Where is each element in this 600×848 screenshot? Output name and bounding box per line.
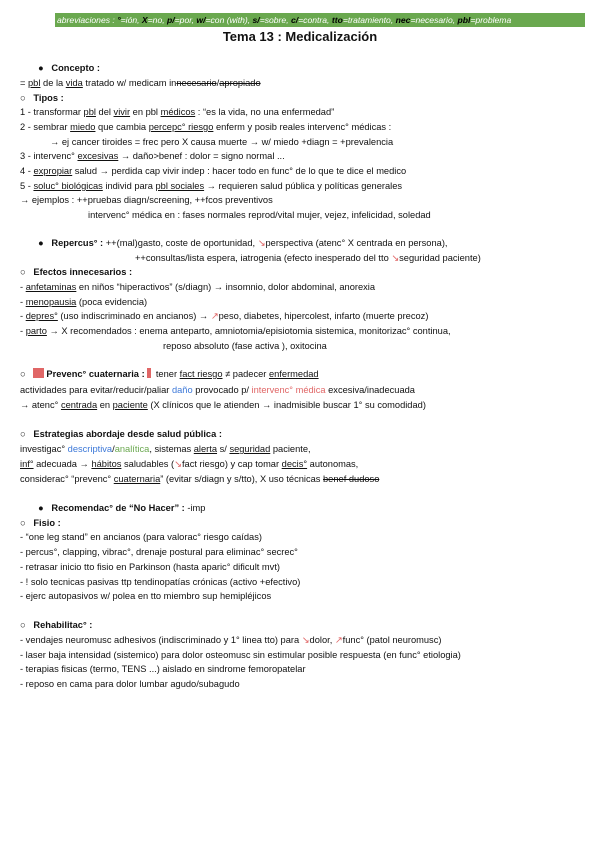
prevenc-line-2 [20,384,415,396]
heading-text: Concepto : [51,63,100,73]
text: decis° [281,459,308,469]
heading-text: Efectos innecesarios : [33,267,133,277]
text: perspectiva (atenc° X centrada en persona), [265,238,448,248]
legend-value: =tratamiento, [342,15,396,25]
legend-text: abreviaciones : [57,15,118,25]
text: tratado w/ medicam in [82,78,177,88]
text: - [20,311,26,321]
text: descriptiva [67,444,113,454]
arrow-down-icon: ↘ [391,253,400,263]
legend-key: w/ [196,15,206,25]
bullet-filled-icon: ● [38,503,44,513]
estrategias-line-3 [20,473,379,485]
legend-value: =contra, [298,15,332,25]
text: soluc° biológicas [33,181,103,191]
text: adecuada → [33,459,92,469]
text: de la [40,78,66,88]
abbreviation-legend [55,13,585,27]
text: actividades para evitar/reducir/paliar [20,385,172,395]
text: - [20,297,26,307]
text: intervenc° médica [251,385,326,395]
text: enfermedad [268,369,319,379]
text: necesario [176,78,217,88]
estrategias-line-1 [20,443,311,455]
text: paciente [112,400,148,410]
bullet-filled-icon: ● [38,238,44,248]
text: en [97,400,113,410]
bullet-hollow-icon: ○ [20,620,26,630]
rehab-heading [20,619,92,631]
text: provocado p/ [192,385,252,395]
legend-value: =no, [147,15,167,25]
text: paciente, [270,444,311,454]
concepto-line-1 [20,77,261,89]
text: excesivas [77,151,119,161]
heading-text: Prevenc° cuaternaria : [46,369,145,379]
text: → daño>benef : dolor = signo normal ... [118,151,285,161]
fisio-line-3: - retrasar inicio tto fisio en Parkinson (hasta aparic° dificult mvt) [20,562,280,572]
text: / [112,444,115,454]
legend-key: tto [331,15,343,25]
text: (uso indiscriminado en ancianos) → [57,311,211,321]
rehab-line-2: - laser baja intensidad (sistemico) para dolor osteomusc sin estimular posible respuesta (en func° etiologia) [20,650,461,660]
text: fact riesgo [179,369,223,379]
fisio-line-5: - ejerc autopasivos w/ polea en tto miembro sup hemipléjicos [20,591,272,601]
text: seguridad paciente) [399,253,481,263]
text: investigac° [20,444,68,454]
recomend-heading [38,502,205,514]
tipos-line-5 [20,165,406,177]
text: analítica [114,444,150,454]
tipos-heading [20,92,64,104]
legend-value: =sobre, [259,15,291,25]
heading-text: Estrategias abordaje desde salud pública : [33,429,222,439]
bullet-filled-icon: ● [38,63,44,73]
legend-key: nec [395,15,411,25]
text: en pbl [130,107,161,117]
tipos-line-8: intervenc° médica en : fases normales reprod/vital mujer, vejez, infelicidad, soledad [88,210,431,220]
text: anfetaminas [25,282,77,292]
text: hábitos [91,459,122,469]
rehab-line-1 [20,634,441,646]
text: daño [171,385,193,395]
tipos-line-7: → ejemplos : ++pruebas diagn/screening, ++fcos preventivos [20,195,273,205]
text: - [20,282,26,292]
text: individ para [102,181,156,191]
text: benef dudoso [323,474,380,484]
arrow-up-icon: ↗ [334,635,343,645]
tipos-line-4 [20,150,285,162]
heading-text: Rehabilitac° : [33,620,93,630]
bullet-hollow-icon: ○ [20,369,26,379]
concepto-heading [38,62,100,74]
text: 5 - [20,181,34,191]
text: cuaternaria [113,474,161,484]
heading-text: Tipos : [33,93,64,103]
estrategias-heading [20,428,222,440]
text: , sistemas [149,444,194,454]
text: médicos [160,107,196,117]
heading-text: Repercus° : [51,238,104,248]
text: tener [153,369,180,379]
text: apropiado [219,78,261,88]
efectos-line-2 [20,296,147,308]
text: pbl [83,107,96,117]
text: seguridad [229,444,271,454]
prevenc-line-1 [20,368,319,380]
table-icon [33,368,44,378]
text: excesiva/inadecuada [325,385,415,395]
bullet-hollow-icon: ○ [20,518,26,528]
text: ≠ padecer [222,369,269,379]
legend-key: ° [117,15,121,25]
bullet-hollow-icon: ○ [20,267,26,277]
legend-value: =por, [174,15,197,25]
text: considerac° “prevenc° [20,474,114,484]
tipos-line-3: → ej cancer tiroides = frec pero X causa muerte → w/ miedo +diagn = +prevalencia [50,137,394,147]
heading-text: Fisio : [33,518,61,528]
text: → X recomendados : enema anteparto, amniotomia/episiotomia sistemica, monitorizac° continua, [46,326,451,336]
text: vida [65,78,83,88]
text: (poca evidencia) [76,297,148,307]
fisio-line-4: - ! solo tecnicas pasivas ttp tendinopatías crónicas (activo +efectivo) [20,577,301,587]
text: func° (patol neuromusc) [342,635,442,645]
text: miedo [70,122,96,132]
text: parto [25,326,47,336]
text: autonomas, [307,459,359,469]
efectos-heading [20,266,132,278]
text: : “es la vida, no una enfermedad” [195,107,335,117]
text: - vendajes neuromusc adhesivos (indiscriminado y 1° linea tto) para [20,635,302,645]
text: → requieren salud pública y políticas generales [204,181,403,191]
text: saludables ( [121,459,175,469]
legend-value: =con (with), [205,15,253,25]
text: dolor, [309,635,335,645]
bullet-hollow-icon: ○ [20,429,26,439]
text: en niños “hiperactivos” (s/diagn) → insomnio, dolor abdominal, anorexia [76,282,376,292]
legend-key: p/ [167,15,175,25]
rehab-line-3: - terapias fisicas (termo, TENS ...) aislado en sindrome femoropatelar [20,664,306,674]
text: del [95,107,114,117]
arrow-up-icon: ↗ [210,311,219,321]
text: 4 - [20,166,34,176]
text: ” (evitar s/diagn y s/tto), X uso técnicas [160,474,324,484]
text: centrada [60,400,98,410]
prevenc-line-3 [20,399,426,411]
text: (X clínicos que le atienden → inadmisible buscar 1° su comodidad) [147,400,426,410]
text: inf° [20,459,34,469]
text: ++consultas/lista espera, iatrogenia (efecto inesperado del tto [135,253,392,263]
text: que cambia [95,122,149,132]
arrow-down-icon: ↘ [301,635,310,645]
text: peso, diabetes, hipercolest, infarto (muerte precoz) [218,311,429,321]
heading-text: Recomendac° de “No Hacer” : [51,503,185,513]
text: percepc° riesgo [148,122,214,132]
legend-key: s/ [252,15,260,25]
text: ++(mal)gasto, coste de oportunidad, [103,238,258,248]
tipos-line-2 [20,121,391,133]
tipos-line-1 [20,106,334,118]
bullet-hollow-icon: ○ [20,93,26,103]
legend-key: X [141,15,148,25]
text: 2 - sembrar [20,122,71,132]
text: / [216,78,220,88]
efectos-line-5: reposo absoluto (fase activa ), oxitocina [163,341,327,351]
fisio-heading [20,517,61,529]
legend-value: =ión, [120,15,142,25]
text: 1 - transformar [20,107,84,117]
text: fact riesgo) y cap tomar [181,459,282,469]
text: 3 - intervenc° [20,151,78,161]
repercus-line-1 [38,237,448,249]
fisio-line-2: - percus°, clapping, vibrac°, drenaje postural para eliminac° secrec° [20,547,298,557]
text: s/ [217,444,230,454]
arrow-down-icon: ↘ [257,238,266,248]
efectos-line-1 [20,281,375,293]
text: → atenc° [20,400,61,410]
text: alerta [193,444,218,454]
legend-value: =problema [470,15,512,25]
page-title: Tema 13 : Medicalización [222,29,378,44]
legend-key: c/ [290,15,299,25]
text: menopausia [25,297,77,307]
arrow-down-icon: ↘ [174,459,182,469]
fisio-line-1: - “one leg stand” en ancianos (para valorac° riesgo caídas) [20,532,262,542]
text: pbl sociales [155,181,205,191]
text: vivir [113,107,131,117]
text: salud → perdida cap vivir indep : hacer todo en func° de lo que te dice el medico [72,166,407,176]
efectos-line-4 [20,325,451,337]
text: enferm y posib reales intervenc° médicas : [213,122,392,132]
text: depres° [25,311,58,321]
text: expropiar [33,166,73,176]
rehab-line-4: - reposo en cama para dolor lumbar agudo/subagudo [20,679,240,689]
text: -imp [184,503,206,513]
marker-icon [147,368,151,378]
legend-key: pbl [457,15,471,25]
text: - [20,326,26,336]
estrategias-line-2 [20,458,358,470]
efectos-line-3 [20,310,428,322]
repercus-line-2 [135,252,481,264]
tipos-line-6 [20,180,402,192]
legend-value: =necesario, [410,15,458,25]
text: = [20,78,29,88]
text: pbl [28,78,41,88]
